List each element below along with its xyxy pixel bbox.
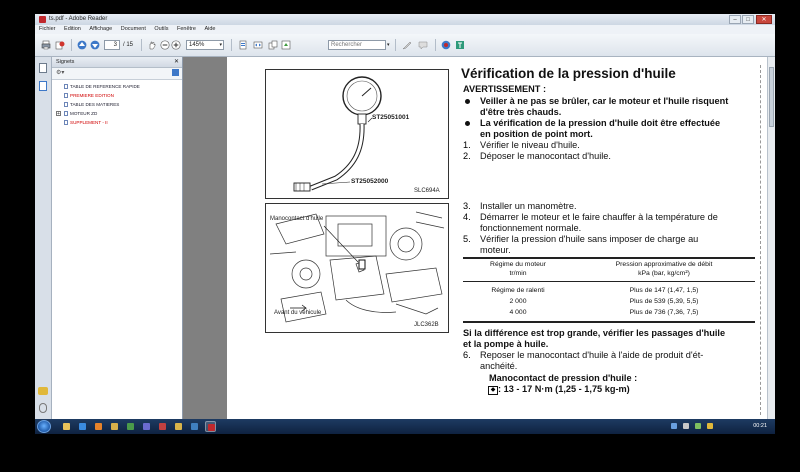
zoom-level-value: 145% [189, 42, 205, 48]
taskbar-app-icon[interactable] [157, 421, 168, 432]
toolbar [35, 34, 775, 57]
figure-code: JLC362B [414, 322, 439, 328]
volume-icon[interactable] [683, 423, 689, 429]
options-icon[interactable]: ⚙▾ [56, 70, 65, 76]
table-cell: Régime de ralenti [491, 287, 545, 294]
step-text: Démarrer le moteur et le faire chauffer à la température de [480, 212, 718, 222]
tray-icon[interactable] [707, 423, 713, 429]
bookmarks-panel-icon[interactable] [39, 81, 47, 91]
step-text: Déposer le manocontact d'huile. [480, 151, 611, 161]
layers-icon[interactable] [38, 387, 48, 395]
figure-gauge [265, 69, 449, 199]
vehicle-front-label: Avant du véhicule [274, 310, 322, 316]
section-title: Vérification de la pression d'huile [461, 66, 676, 81]
bookmark-label: TABLE DES MATIERES [70, 102, 120, 107]
bookmark-list [52, 80, 182, 127]
title-bar [35, 14, 775, 25]
menu-affichage[interactable]: Affichage [89, 26, 113, 32]
pdf-page [227, 57, 767, 421]
step-text: Vérifier le niveau d'huile. [480, 140, 580, 150]
note-line: Si la différence est trop grande, vérifier les passages d'huile [463, 328, 726, 338]
zoom-level-select[interactable] [186, 40, 224, 50]
create-pdf-icon[interactable] [455, 40, 465, 50]
previous-page-icon[interactable] [77, 40, 87, 50]
warning-line: La vérification de la pression d'huile doit être effectuée [480, 118, 721, 128]
bookmark-item[interactable] [52, 100, 182, 109]
bookmarks-title: Signets [56, 59, 75, 65]
comment-icon[interactable] [418, 40, 428, 50]
expand-panel-icon[interactable] [172, 69, 179, 76]
close-panel-icon[interactable]: ✕ [173, 59, 179, 65]
page-total: / 15 [123, 42, 134, 48]
step-text: Installer un manomètre. [480, 201, 577, 211]
zoom-in-icon[interactable] [171, 40, 181, 50]
search-input[interactable]: Rechercher [328, 40, 386, 50]
page-icon [64, 120, 68, 125]
zoom-out-icon[interactable] [160, 40, 170, 50]
fit-page-icon[interactable] [238, 40, 248, 50]
taskbar-app-icon[interactable] [189, 421, 200, 432]
taskbar-acrobat-icon[interactable] [205, 421, 216, 432]
warning-line: Veiller à ne pas se brûler, car le moteur et l'huile risquent [480, 96, 729, 106]
page-icon [64, 84, 68, 89]
taskbar [35, 419, 775, 434]
battery-icon[interactable] [695, 423, 701, 429]
navigation-strip [35, 57, 52, 421]
table-header-pressure-unit: kPa (bar, kg/cm²) [638, 270, 690, 277]
screen [35, 14, 775, 434]
bookmark-label: SUPPLEMENT - II [70, 120, 108, 125]
menu-aide[interactable]: Aide [204, 26, 216, 32]
vertical-scrollbar[interactable] [767, 57, 775, 421]
wrench-icon: ◆ [488, 386, 498, 395]
taskbar-app-icon[interactable] [77, 421, 88, 432]
torque-value: : 13 - 17 N·m (1,25 - 1,75 kg-m) [498, 384, 630, 394]
table-bottom-rule [463, 321, 755, 323]
warning-line: d'être très chauds. [480, 107, 562, 117]
start-button[interactable] [37, 420, 51, 433]
step-number: 5. [463, 234, 471, 244]
bullet-dot [465, 99, 470, 104]
share-icon[interactable] [441, 40, 451, 50]
step-text: Reposer le manocontact d'huile à l'aide de produit d'ét- [480, 350, 704, 360]
table-cell: Plus de 539 (5,39, 5,5) [629, 298, 699, 305]
warning-line: en position de point mort. [480, 129, 593, 139]
step-number: 6. [463, 350, 471, 360]
hose-part-label: ST25052000 [351, 178, 389, 185]
print-icon[interactable] [41, 40, 51, 50]
taskbar-app-icon[interactable] [173, 421, 184, 432]
chevron-down-icon: ▾ [219, 42, 222, 48]
menu-fenetre[interactable]: Fenêtre [176, 26, 196, 32]
bookmark-label: MOTEUR ZD [70, 111, 98, 116]
step-text: Vérifier la pression d'huile sans imposer de charge au [480, 234, 699, 244]
menu-edition[interactable]: Edition [64, 26, 81, 32]
bookmark-label: PREMIERE EDITION [70, 93, 114, 98]
oil-switch-label: Manocontact d'huile [270, 216, 324, 222]
menu-bar [35, 25, 775, 34]
menu-document[interactable]: Document [120, 26, 146, 32]
figure-code: SLC694A [414, 188, 440, 194]
bookmark-label: TABLE DE REFERENCE RAPIDE [70, 84, 140, 89]
step-number: 1. [463, 140, 471, 150]
document-area[interactable] [183, 57, 767, 421]
step-number: 4. [463, 212, 471, 222]
rotate-icon[interactable] [268, 40, 278, 50]
table-cell: Plus de 736 (7,36, 7,5) [629, 309, 699, 316]
sign-icon[interactable] [402, 40, 412, 50]
torque-title: Manocontact de pression d'huile : [489, 373, 638, 383]
taskbar-app-icon[interactable] [109, 421, 120, 432]
taskbar-app-icon[interactable] [61, 421, 72, 432]
step-text: anchéité. [480, 361, 518, 371]
scrollbar-thumb[interactable] [769, 67, 774, 127]
read-mode-icon[interactable] [281, 40, 291, 50]
table-header-rule [463, 281, 755, 282]
bookmark-item[interactable] [52, 118, 182, 127]
attachment-icon[interactable] [39, 403, 47, 413]
table-header-engine-unit: tr/min [509, 270, 527, 277]
bullet-dot [465, 121, 470, 126]
bookmarks-header [52, 57, 182, 68]
hand-tool-icon[interactable] [147, 40, 157, 50]
table-top-rule [463, 257, 755, 259]
expand-icon[interactable]: + [57, 111, 60, 117]
bookmark-item[interactable] [52, 91, 182, 100]
taskbar-app-icon[interactable] [93, 421, 104, 432]
gauge-part-label: ST25051001 [372, 114, 410, 121]
collaborate-icon[interactable] [55, 40, 65, 50]
note-line: et la pompe à huile. [463, 339, 549, 349]
table-cell: 4 000 [509, 309, 527, 316]
next-page-icon[interactable] [90, 40, 100, 50]
taskbar-app-icon[interactable] [141, 421, 152, 432]
pages-panel-icon[interactable] [39, 63, 47, 73]
close-button[interactable]: ✕ [756, 15, 772, 24]
adobe-reader-icon [39, 16, 46, 23]
table-cell: 2 000 [509, 298, 527, 305]
taskbar-app-icon[interactable] [125, 421, 136, 432]
search-dropdown-icon[interactable]: ▾ [387, 42, 390, 48]
step-number: 3. [463, 201, 471, 211]
bookmark-item[interactable] [52, 82, 182, 91]
step-text: fonctionnement normale. [480, 223, 582, 233]
page-icon [64, 111, 68, 116]
table-header-engine-speed: Régime du moteur [490, 261, 546, 268]
bookmark-item[interactable] [52, 109, 182, 118]
bookmarks-toolbar [52, 68, 182, 80]
table-cell: Plus de 147 (1,47, 1,5) [629, 287, 699, 294]
page-icon [64, 102, 68, 107]
maximize-button[interactable]: □ [742, 15, 754, 24]
network-icon[interactable] [671, 423, 677, 429]
figure-engine [265, 203, 449, 333]
page-number-input[interactable]: 3 [104, 40, 120, 50]
table-header-pressure: Pression approximative de débit [615, 261, 713, 268]
menu-fichier[interactable]: Fichier [39, 26, 56, 32]
bookmarks-panel [52, 57, 183, 421]
step-number: 2. [463, 151, 471, 161]
fit-width-icon[interactable] [253, 40, 263, 50]
minimize-button[interactable]: – [729, 15, 741, 24]
step-text: moteur. [480, 245, 511, 255]
warning-title: AVERTISSEMENT : [463, 84, 547, 94]
clock[interactable]: 00:21 [753, 423, 767, 429]
page-icon [64, 93, 68, 98]
window-title: ts.pdf - Adobe Reader [49, 16, 108, 22]
menu-outils[interactable]: Outils [154, 26, 169, 32]
